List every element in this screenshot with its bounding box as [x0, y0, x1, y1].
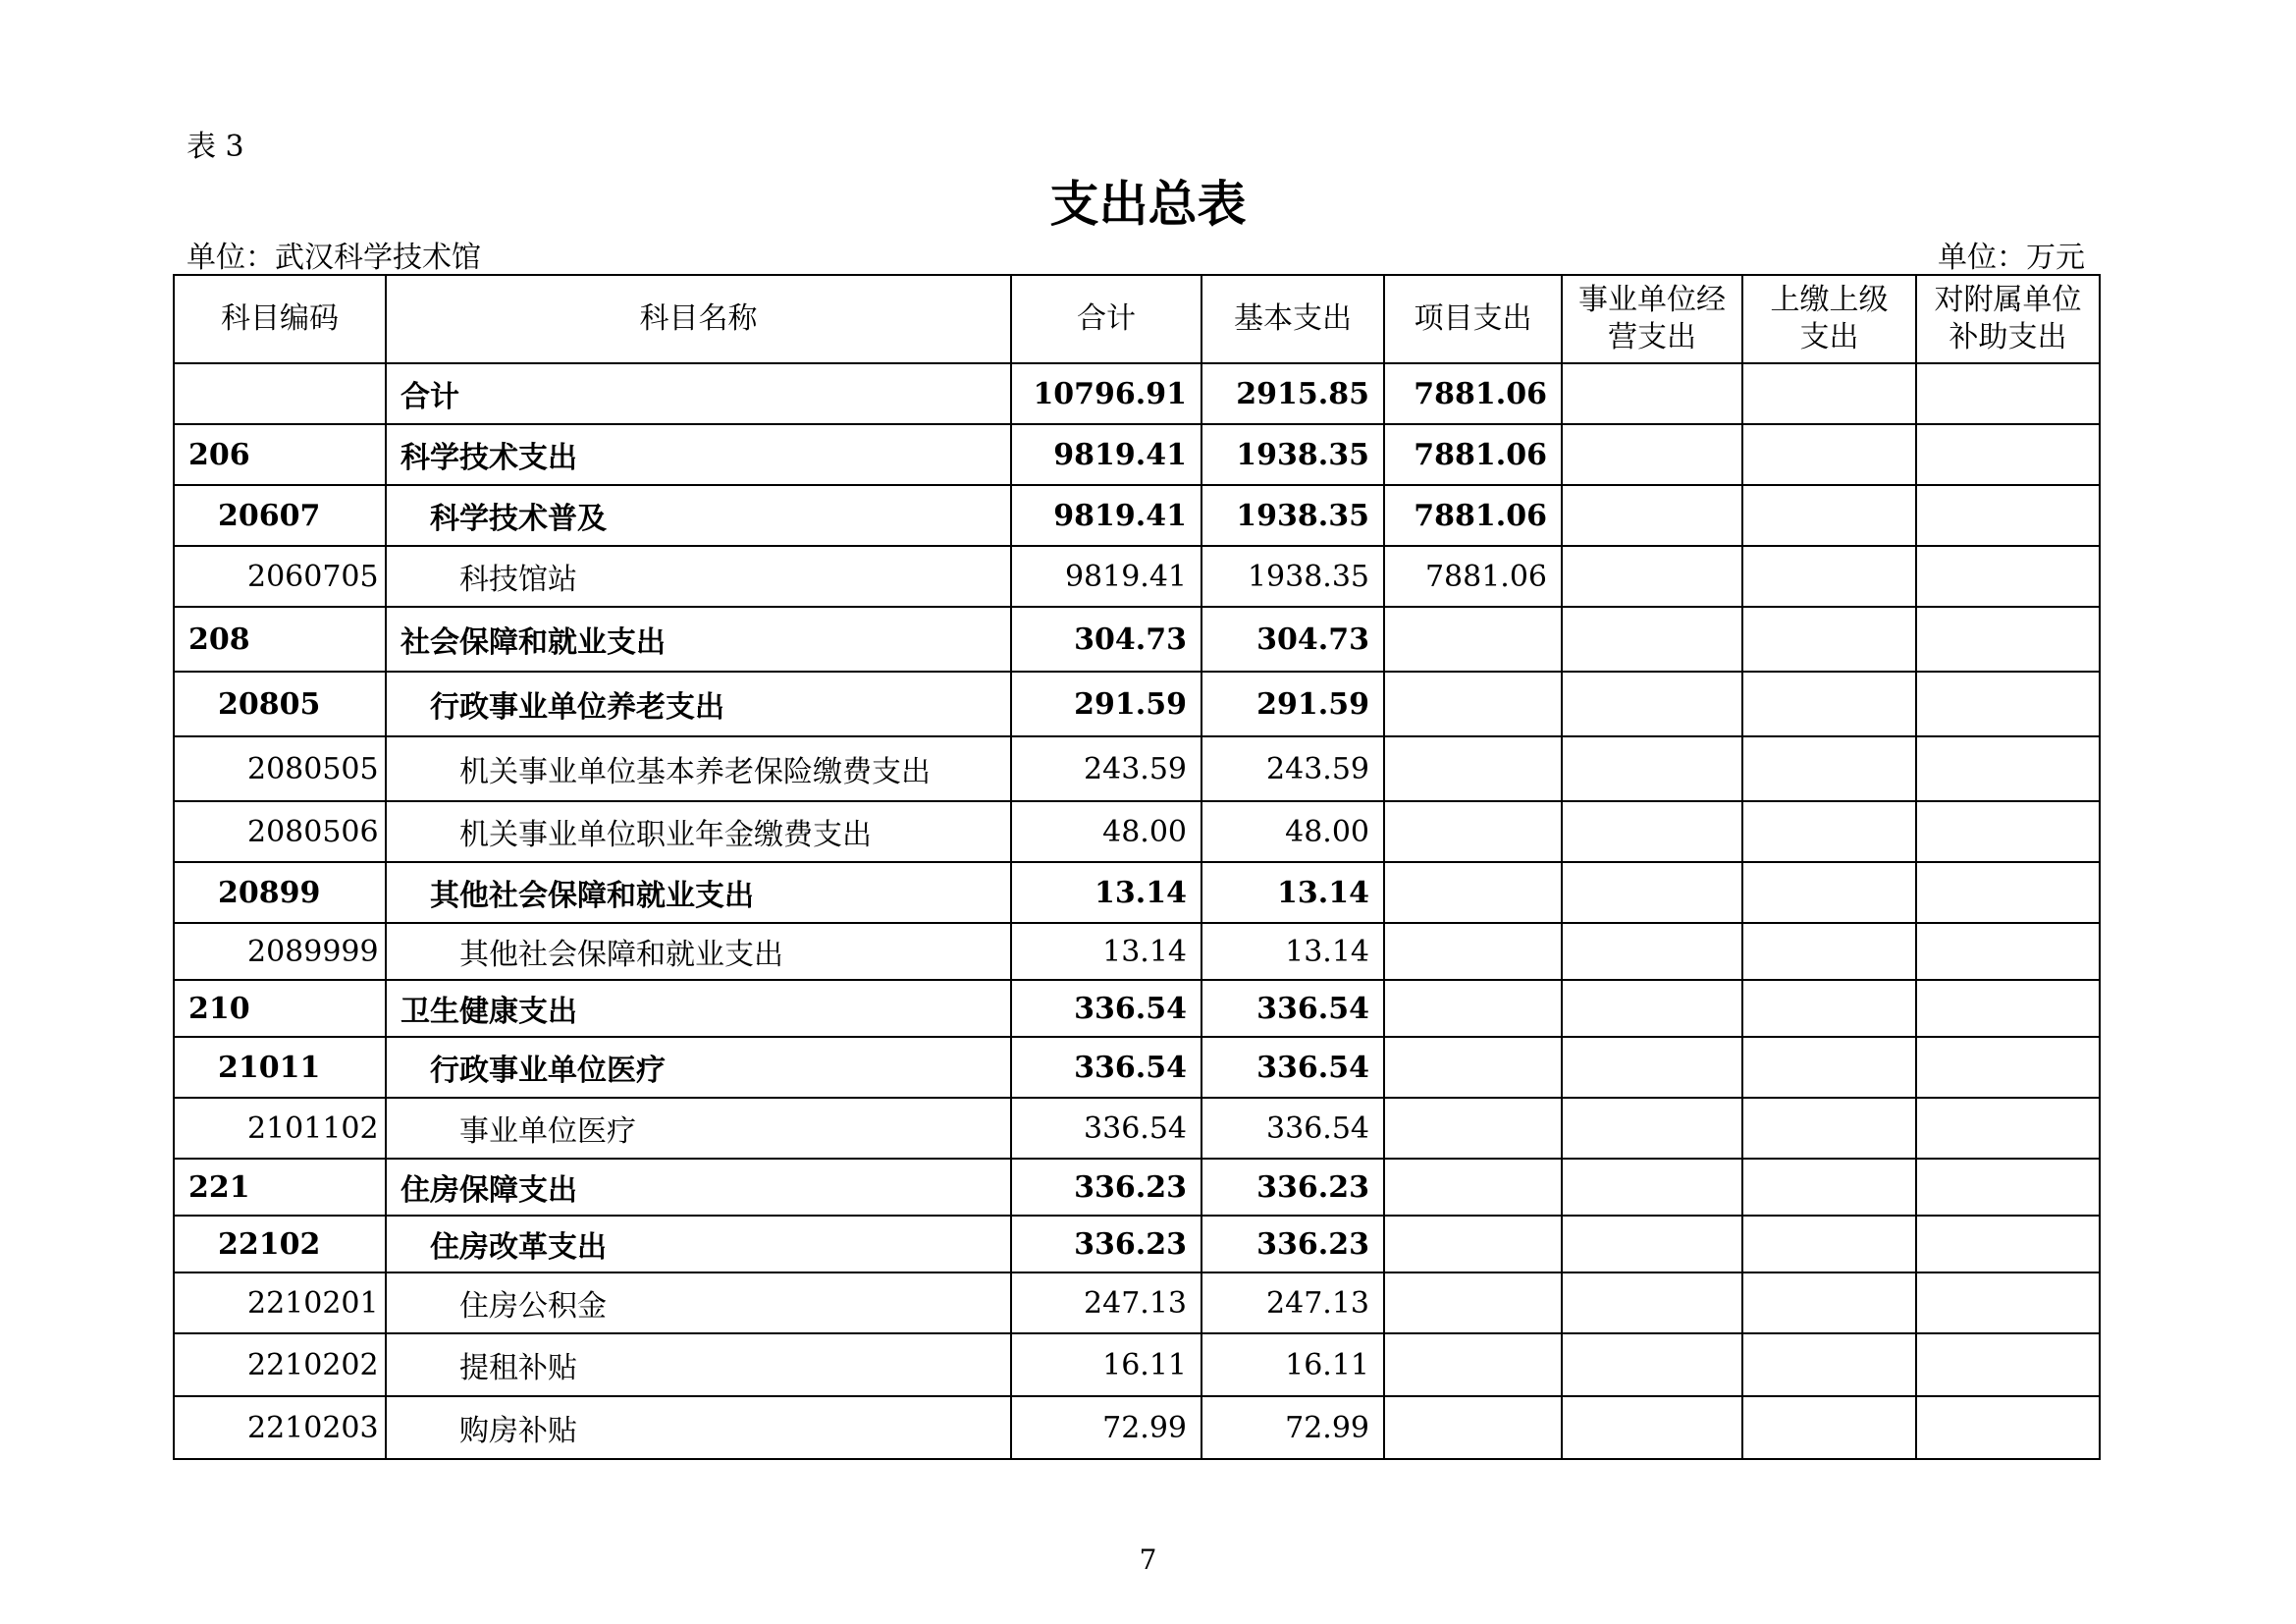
cell-basic: 13.14 — [1201, 862, 1384, 923]
cell-basic: 1938.35 — [1201, 485, 1384, 546]
row-name: 行政事业单位养老支出 — [386, 672, 1011, 736]
cell-basic: 247.13 — [1201, 1272, 1384, 1333]
row-code: 2080505 — [174, 736, 386, 801]
row-name: 机关事业单位职业年金缴费支出 — [386, 801, 1011, 862]
cell-subsidy — [1916, 424, 2100, 485]
table-row — [174, 1333, 2100, 1396]
row-name: 住房公积金 — [386, 1272, 1011, 1333]
cell-upper — [1742, 980, 1916, 1037]
expenditure-table — [173, 274, 2101, 1460]
cell-total: 48.00 — [1011, 801, 1201, 862]
cell-project — [1384, 607, 1562, 672]
cell-business — [1562, 1333, 1742, 1396]
cell-subsidy — [1916, 1037, 2100, 1098]
row-code: 22102 — [174, 1216, 386, 1272]
header-cell: 对附属单位补助支出 — [1916, 275, 2100, 363]
row-name: 科学技术支出 — [386, 424, 1011, 485]
cell-subsidy — [1916, 485, 2100, 546]
cell-business — [1562, 862, 1742, 923]
row-code: 206 — [174, 424, 386, 485]
cell-business — [1562, 736, 1742, 801]
header-cell: 事业单位经营支出 — [1562, 275, 1742, 363]
cell-project — [1384, 1037, 1562, 1098]
row-name: 提租补贴 — [386, 1333, 1011, 1396]
cell-upper — [1742, 424, 1916, 485]
row-code: 2080506 — [174, 801, 386, 862]
cell-business — [1562, 1396, 1742, 1459]
row-code: 210 — [174, 980, 386, 1037]
cell-project — [1384, 1272, 1562, 1333]
cell-project: 7881.06 — [1384, 546, 1562, 607]
cell-business — [1562, 485, 1742, 546]
cell-project — [1384, 980, 1562, 1037]
row-code: 2210202 — [174, 1333, 386, 1396]
cell-subsidy — [1916, 980, 2100, 1037]
cell-total: 72.99 — [1011, 1396, 1201, 1459]
cell-subsidy — [1916, 1098, 2100, 1159]
page-number: 7 — [1139, 1543, 1157, 1576]
cell-project — [1384, 862, 1562, 923]
cell-subsidy — [1916, 546, 2100, 607]
table-row — [174, 1272, 2100, 1333]
cell-subsidy — [1916, 1159, 2100, 1216]
cell-subsidy — [1916, 1333, 2100, 1396]
cell-basic: 13.14 — [1201, 923, 1384, 980]
row-code: 20805 — [174, 672, 386, 736]
cell-basic: 336.54 — [1201, 980, 1384, 1037]
cell-business — [1562, 1272, 1742, 1333]
cell-project: 7881.06 — [1384, 485, 1562, 546]
cell-upper — [1742, 736, 1916, 801]
table-row — [174, 862, 2100, 923]
row-code: 2210203 — [174, 1396, 386, 1459]
cell-upper — [1742, 607, 1916, 672]
cell-upper — [1742, 801, 1916, 862]
table-row — [174, 607, 2100, 672]
cell-project — [1384, 1098, 1562, 1159]
cell-total: 13.14 — [1011, 923, 1201, 980]
cell-project — [1384, 736, 1562, 801]
cell-upper — [1742, 1098, 1916, 1159]
cell-upper — [1742, 1272, 1916, 1333]
cell-project — [1384, 801, 1562, 862]
cell-business — [1562, 923, 1742, 980]
unit-organization: 单位：武汉科学技术馆 — [187, 241, 481, 275]
cell-basic: 1938.35 — [1201, 424, 1384, 485]
cell-upper — [1742, 923, 1916, 980]
cell-business — [1562, 801, 1742, 862]
cell-total: 10796.91 — [1011, 363, 1201, 424]
cell-business — [1562, 1159, 1742, 1216]
row-name: 其他社会保障和就业支出 — [386, 923, 1011, 980]
row-name: 合计 — [386, 363, 1011, 424]
cell-total: 336.54 — [1011, 1037, 1201, 1098]
cell-project — [1384, 1216, 1562, 1272]
header-cell: 科目编码 — [174, 275, 386, 363]
cell-subsidy — [1916, 1216, 2100, 1272]
cell-total: 13.14 — [1011, 862, 1201, 923]
cell-business — [1562, 546, 1742, 607]
header-cell: 基本支出 — [1201, 275, 1384, 363]
row-name: 事业单位医疗 — [386, 1098, 1011, 1159]
table-row — [174, 923, 2100, 980]
cell-basic: 336.23 — [1201, 1216, 1384, 1272]
row-code: 2089999 — [174, 923, 386, 980]
header-row — [174, 275, 2100, 363]
cell-basic: 336.54 — [1201, 1098, 1384, 1159]
cell-upper — [1742, 546, 1916, 607]
table-row — [174, 1159, 2100, 1216]
cell-business — [1562, 1098, 1742, 1159]
row-code: 2060705 — [174, 546, 386, 607]
cell-business — [1562, 424, 1742, 485]
row-name: 行政事业单位医疗 — [386, 1037, 1011, 1098]
cell-basic: 1938.35 — [1201, 546, 1384, 607]
cell-total: 304.73 — [1011, 607, 1201, 672]
cell-subsidy — [1916, 862, 2100, 923]
cell-subsidy — [1916, 672, 2100, 736]
cell-upper — [1742, 485, 1916, 546]
header-cell: 科目名称 — [386, 275, 1011, 363]
row-name: 购房补贴 — [386, 1396, 1011, 1459]
cell-project — [1384, 1333, 1562, 1396]
row-code: 221 — [174, 1159, 386, 1216]
row-code: 2101102 — [174, 1098, 386, 1159]
cell-subsidy — [1916, 1396, 2100, 1459]
cell-total: 247.13 — [1011, 1272, 1201, 1333]
table-row — [174, 363, 2100, 424]
table-row — [174, 736, 2100, 801]
cell-upper — [1742, 672, 1916, 736]
row-code: 208 — [174, 607, 386, 672]
row-name: 科学技术普及 — [386, 485, 1011, 546]
table-row — [174, 1396, 2100, 1459]
cell-project: 7881.06 — [1384, 424, 1562, 485]
row-name: 卫生健康支出 — [386, 980, 1011, 1037]
header-cell: 项目支出 — [1384, 275, 1562, 363]
cell-subsidy — [1916, 607, 2100, 672]
row-code: 20607 — [174, 485, 386, 546]
row-code: 20899 — [174, 862, 386, 923]
header-cell: 上缴上级支出 — [1742, 275, 1916, 363]
cell-total: 336.23 — [1011, 1216, 1201, 1272]
cell-upper — [1742, 363, 1916, 424]
cell-total: 336.23 — [1011, 1159, 1201, 1216]
cell-upper — [1742, 862, 1916, 923]
cell-basic: 72.99 — [1201, 1396, 1384, 1459]
cell-business — [1562, 363, 1742, 424]
cell-total: 243.59 — [1011, 736, 1201, 801]
cell-upper — [1742, 1396, 1916, 1459]
cell-project — [1384, 923, 1562, 980]
cell-subsidy — [1916, 1272, 2100, 1333]
row-name: 社会保障和就业支出 — [386, 607, 1011, 672]
row-name: 其他社会保障和就业支出 — [386, 862, 1011, 923]
cell-basic: 336.23 — [1201, 1159, 1384, 1216]
cell-upper — [1742, 1037, 1916, 1098]
cell-basic: 304.73 — [1201, 607, 1384, 672]
table-row — [174, 1098, 2100, 1159]
cell-basic: 243.59 — [1201, 736, 1384, 801]
cell-business — [1562, 672, 1742, 736]
row-name: 机关事业单位基本养老保险缴费支出 — [386, 736, 1011, 801]
cell-business — [1562, 607, 1742, 672]
cell-business — [1562, 1216, 1742, 1272]
row-name: 住房保障支出 — [386, 1159, 1011, 1216]
table-row — [174, 801, 2100, 862]
cell-project: 7881.06 — [1384, 363, 1562, 424]
row-code — [174, 363, 386, 424]
page-title: 支出总表 — [1049, 176, 1247, 233]
table-row — [174, 672, 2100, 736]
row-code: 21011 — [174, 1037, 386, 1098]
cell-subsidy — [1916, 363, 2100, 424]
header-cell: 合计 — [1011, 275, 1201, 363]
table-row — [174, 1216, 2100, 1272]
cell-total: 291.59 — [1011, 672, 1201, 736]
cell-basic: 16.11 — [1201, 1333, 1384, 1396]
cell-total: 336.54 — [1011, 980, 1201, 1037]
cell-project — [1384, 672, 1562, 736]
cell-subsidy — [1916, 801, 2100, 862]
table-row — [174, 1037, 2100, 1098]
table-row — [174, 424, 2100, 485]
cell-total: 16.11 — [1011, 1333, 1201, 1396]
cell-total: 9819.41 — [1011, 485, 1201, 546]
cell-total: 9819.41 — [1011, 424, 1201, 485]
cell-subsidy — [1916, 923, 2100, 980]
cell-project — [1384, 1159, 1562, 1216]
cell-upper — [1742, 1216, 1916, 1272]
cell-business — [1562, 980, 1742, 1037]
row-code: 2210201 — [174, 1272, 386, 1333]
table-row — [174, 980, 2100, 1037]
cell-upper — [1742, 1159, 1916, 1216]
cell-basic: 291.59 — [1201, 672, 1384, 736]
row-name: 住房改革支出 — [386, 1216, 1011, 1272]
row-name: 科技馆站 — [386, 546, 1011, 607]
cell-upper — [1742, 1333, 1916, 1396]
cell-basic: 2915.85 — [1201, 363, 1384, 424]
cell-business — [1562, 1037, 1742, 1098]
table-row — [174, 485, 2100, 546]
cell-total: 9819.41 — [1011, 546, 1201, 607]
cell-basic: 48.00 — [1201, 801, 1384, 862]
table-row — [174, 546, 2100, 607]
cell-basic: 336.54 — [1201, 1037, 1384, 1098]
table-number: 表 3 — [187, 130, 244, 164]
cell-project — [1384, 1396, 1562, 1459]
cell-subsidy — [1916, 736, 2100, 801]
cell-total: 336.54 — [1011, 1098, 1201, 1159]
unit-currency: 单位：万元 — [1938, 241, 2085, 275]
